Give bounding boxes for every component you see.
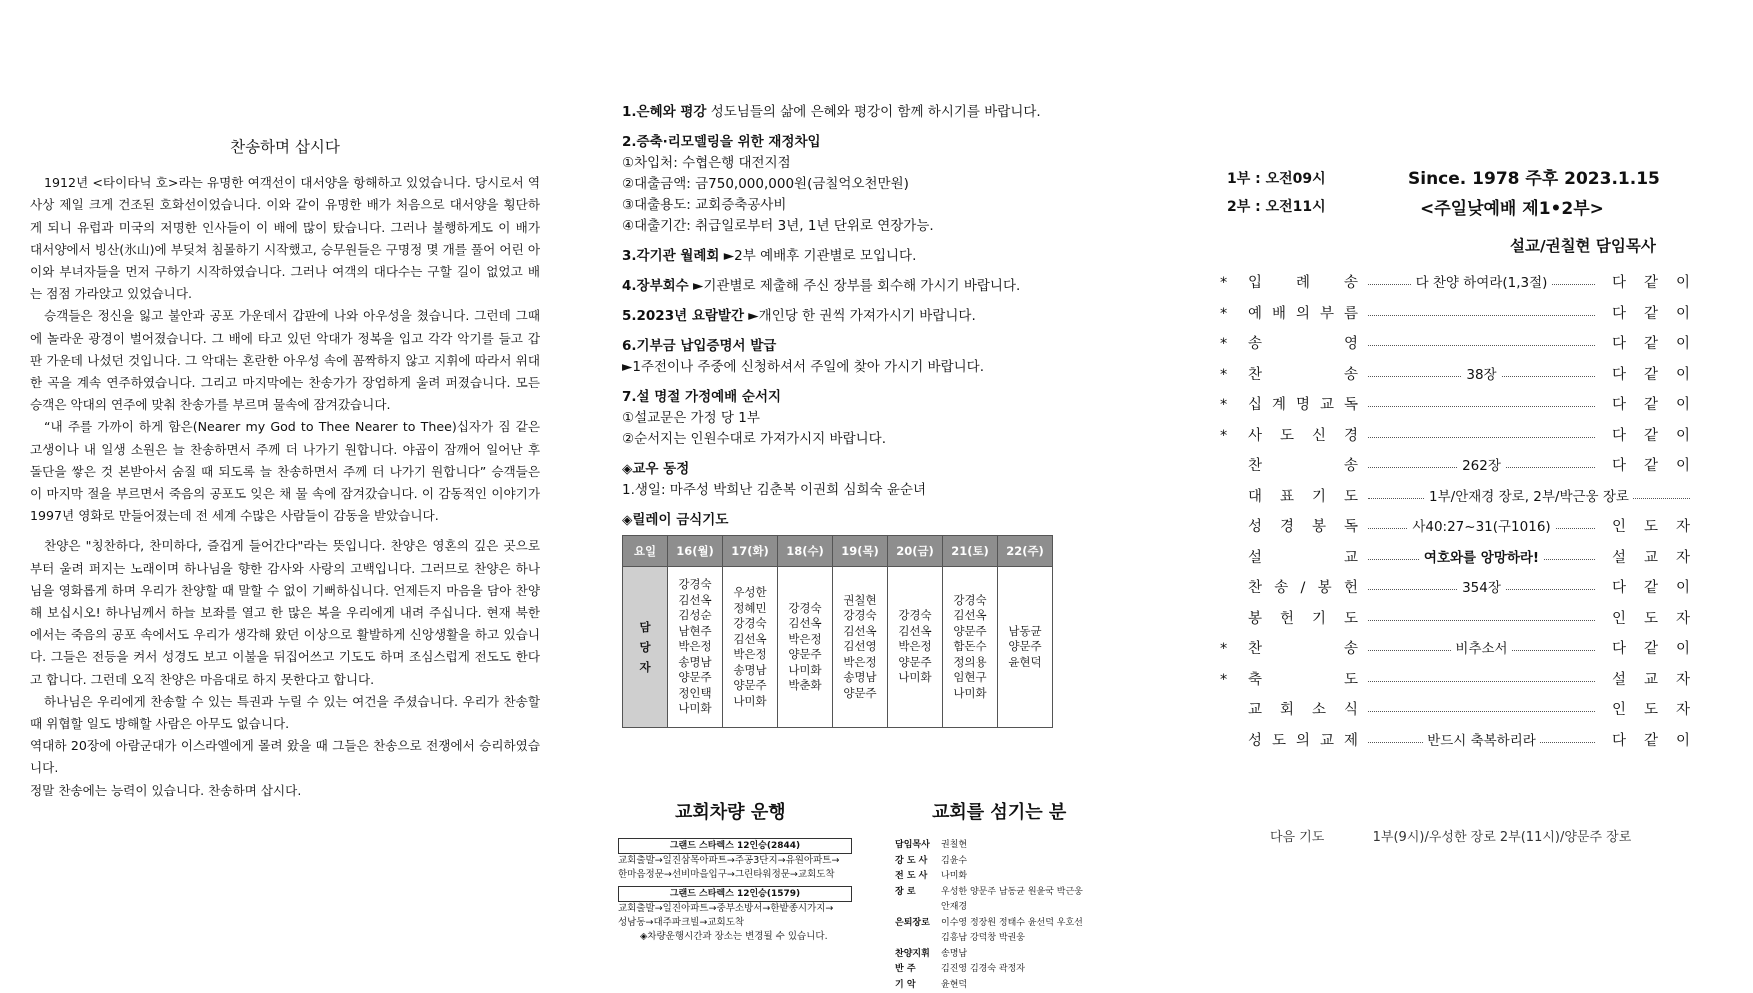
order-row — [1220, 512, 1690, 543]
servant-role: 은퇴장로 — [895, 916, 941, 932]
member-news — [622, 459, 1142, 501]
relay-person: 박춘화 — [778, 678, 832, 694]
order-item-detail — [1368, 573, 1595, 604]
sermon-paragraph: 정말 찬송에는 능력이 있습니다. 찬송하며 삽시다. — [30, 780, 540, 802]
relay-person: 강경숙 — [668, 577, 722, 593]
sermon-paragraph: 1912년 <타이타닉 호>라는 유명한 여객선이 대서양을 항해하고 있었습니다. 당시로서 역사상 제일 크게 건조된 호화선이었습니다. 이와 같이 유명한 배가 처음으로 대서양을 횡단하게 되니 유럽과 미국의 저명한 인사들이 이 배에 많이 탔습니다. 그러나 불행하게도 이 배가 대서양에서 빙산(氷山)에 부딪쳐 침몰하기 시작했고, 승무원들은 구명정 몇 개를 풀어 어린 아이와 부녀자들을 먼저 구하기 시작하였습니다. 그러나 여객의 대다수는 구할 길이 없었고 배는 점점 가라앉고 있었습니다. — [30, 172, 540, 305]
servant-role: 강 도 사 — [895, 854, 941, 870]
relay-label-char: 자 — [623, 657, 667, 677]
servant-names: 김흥남 강덕창 박권웅 — [941, 931, 1025, 947]
order-row — [1220, 451, 1690, 482]
order-item-detail-text: 반드시 축복하리라 — [1423, 733, 1540, 749]
sermon-paragraph: 하나님은 우리에게 찬송할 수 있는 특권과 누릴 수 있는 여건을 주셨습니다. 우리가 찬송할 때 위협할 일도 방해할 사람은 아무도 없습니다. — [30, 691, 540, 735]
order-item-detail — [1368, 482, 1690, 513]
servants-title: 교회를 섬기는 분 — [932, 798, 1066, 824]
order-item-detail — [1368, 512, 1595, 543]
notice-head: 1.은혜와 평강 — [622, 104, 706, 120]
relay-header: 17(화) — [723, 536, 778, 567]
servant-role: 찬양지휘 — [895, 947, 941, 963]
sermon-title: 찬송하며 삽시다 — [30, 136, 540, 158]
servant-role: 기 악 — [895, 978, 941, 993]
notice-line: ►1주전이나 주중에 신청하셔서 주일에 찾아 가시기 바랍니다. — [622, 357, 1142, 378]
notice-head: 5.2023년 요람발간 — [622, 308, 744, 324]
relay-label — [623, 567, 668, 728]
relay-day-cell — [833, 567, 888, 728]
relay-person: 양문주 — [723, 678, 777, 694]
vehicle-section — [618, 838, 868, 944]
notice-line: ④대출기간: 취급일로부터 3년, 1년 단위로 연장가능. — [622, 216, 1142, 237]
order-item-name: 예 배 의 부 름 — [1248, 299, 1358, 330]
bus1-label: 그랜드 스타렉스 12인승(2844) — [618, 838, 852, 854]
order-row — [1220, 329, 1690, 360]
relay-person: 양문주 — [833, 686, 887, 702]
order-row — [1220, 299, 1690, 330]
order-item-detail — [1368, 268, 1595, 299]
order-item-name: 대 표 기 도 — [1248, 482, 1358, 513]
next-prayer-text: 1부(9시)/우성한 장로 2부(11시)/양문주 장로 — [1373, 830, 1632, 845]
order-row — [1220, 360, 1690, 391]
preacher: 설교/권칠현 담임목사 — [1510, 234, 1656, 256]
relay-person: 김선옥 — [668, 593, 722, 609]
bus2-label: 그랜드 스타렉스 12인승(1579) — [618, 886, 852, 902]
relay-person: 임현구 — [943, 670, 997, 686]
order-row — [1220, 726, 1690, 757]
order-item-name: 찬 송 — [1248, 451, 1358, 482]
servant-role: 장 로 — [895, 885, 941, 901]
order-item-name: 성 경 봉 독 — [1248, 512, 1358, 543]
relay-person: 박은정 — [888, 639, 942, 655]
sermon-column — [30, 136, 540, 802]
order-item-leader: 다 같 이 — [1612, 726, 1690, 757]
worship-order — [1220, 268, 1690, 756]
notice-head: ◈교우 동정 — [622, 459, 1142, 480]
standing-mark: * — [1220, 299, 1234, 330]
order-item-name: 봉 헌 기 도 — [1248, 604, 1358, 635]
order-row — [1220, 573, 1690, 604]
notice-head: 4.장부회수 — [622, 278, 689, 294]
bus1-route-line: 한마음정문→선비마을입구→그린타워정문→교회도착 — [618, 868, 868, 882]
order-item-detail-text: 여호와를 앙망하라! — [1420, 550, 1543, 566]
relay-body-row — [623, 567, 1053, 728]
relay-person: 함돈수 — [943, 639, 997, 655]
order-item-leader: 다 같 이 — [1612, 299, 1690, 330]
order-row — [1220, 421, 1690, 452]
order-item-leader: 다 같 이 — [1612, 360, 1690, 391]
servant-names: 윤현덕 — [941, 978, 967, 993]
order-row — [1220, 604, 1690, 635]
relay-day-cell — [888, 567, 943, 728]
relay-person: 남현주 — [668, 624, 722, 640]
relay-person: 정혜민 — [723, 601, 777, 617]
notice-line: ③대출용도: 교회증축공사비 — [622, 195, 1142, 216]
relay-person: 정의용 — [943, 655, 997, 671]
order-item-detail-text: 354장 — [1458, 580, 1505, 596]
servant-names: 이수영 정장원 정태수 윤선덕 우호선 — [941, 916, 1083, 932]
relay-day-cell — [998, 567, 1053, 728]
relay-person: 김선옥 — [778, 616, 832, 632]
servant-row — [895, 900, 1115, 916]
notice-text: ►개인당 한 권씩 가져가시기 바랍니다. — [744, 308, 976, 324]
order-item-name: 성 도 의 교 제 — [1248, 726, 1358, 757]
relay-header-row — [623, 536, 1053, 567]
standing-mark: * — [1220, 634, 1234, 665]
order-item-leader: 다 같 이 — [1612, 573, 1690, 604]
order-item-detail — [1368, 543, 1595, 574]
relay-person: 정인택 — [668, 686, 722, 702]
order-item-name: 송 영 — [1248, 329, 1358, 360]
relay-day-cell — [668, 567, 723, 728]
order-item-name: 설 교 — [1248, 543, 1358, 574]
order-item-detail-text: 262장 — [1458, 458, 1505, 474]
notice-line: ①설교문은 가정 당 1부 — [622, 408, 1142, 429]
servant-role: 전 도 사 — [895, 869, 941, 885]
relay-person: 나미화 — [943, 686, 997, 702]
notice-4 — [622, 276, 1142, 297]
order-item-detail-text: 38장 — [1462, 367, 1500, 383]
order-item-leader: 설 교 자 — [1612, 665, 1690, 696]
order-item-detail-text: 1부/안재경 장로, 2부/박근웅 장로 — [1425, 489, 1633, 505]
servant-row — [895, 962, 1115, 978]
servant-role — [895, 900, 941, 916]
notice-head: 6.기부금 납입증명서 발급 — [622, 336, 1142, 357]
standing-mark: * — [1220, 360, 1234, 391]
relay-label-char: 담 — [623, 617, 667, 637]
order-item-detail-text: 비추소서 — [1451, 641, 1511, 657]
sermon-paragraph: 승객들은 정신을 잃고 불안과 공포 가운데서 갑판에 나와 아우성을 쳤습니다. 그런데 그때에 놀라운 광경이 벌어졌습니다. 그 배에 타고 있던 악대가 정복을 입고 각각 악기를 들고 갑판 가운데 나섰던 것입니다. 그 악대는 혼란한 아우성 속에 꼼짝하지 않고 지휘에 따라서 위대한 곡을 계속 연주하였습니다. 그리고 마지막에는 찬송가가 장엄하게 울려 퍼졌습니다. 모든 승객은 악대의 연주에 맞춰 찬송가를 부르며 물속에 잠겨갔습니다. — [30, 305, 540, 416]
notice-head: ◈릴레이 금식기도 — [622, 510, 1142, 531]
order-item-detail-text: 사40:27~31(구1016) — [1408, 519, 1554, 535]
order-item-name: 찬 송 / 봉 헌 — [1248, 573, 1358, 604]
standing-mark: * — [1220, 268, 1234, 299]
order-item-leader: 인 도 자 — [1612, 695, 1690, 726]
relay-header: 22(주) — [998, 536, 1053, 567]
notice-line: ①차입처: 수협은행 대전지점 — [622, 153, 1142, 174]
relay-person: 송명남 — [833, 670, 887, 686]
relay-person: 양문주 — [778, 647, 832, 663]
servant-row — [895, 838, 1115, 854]
relay-person: 박은정 — [668, 639, 722, 655]
notice-3 — [622, 246, 1142, 267]
relay-header: 요일 — [623, 536, 668, 567]
notice-line: 1.생일: 마주성 박희난 김춘복 이권희 심희숙 윤순녀 — [622, 480, 1142, 501]
vehicle-note: ◈차량운행시간과 장소는 변경될 수 있습니다. — [618, 930, 868, 944]
standing-mark: * — [1220, 390, 1234, 421]
servants-list — [895, 838, 1115, 993]
relay-person: 강경숙 — [723, 616, 777, 632]
order-row — [1220, 268, 1690, 299]
relay-person: 양문주 — [943, 624, 997, 640]
servant-row — [895, 916, 1115, 932]
relay-person: 강경숙 — [943, 593, 997, 609]
servant-names: 송명남 — [941, 947, 967, 963]
notice-5 — [622, 306, 1142, 327]
order-item-leader: 설 교 자 — [1612, 543, 1690, 574]
leader-dots — [1368, 406, 1595, 407]
relay-person: 권칠현 — [833, 593, 887, 609]
order-item-leader: 인 도 자 — [1612, 604, 1690, 635]
relay-person: 김선옥 — [888, 624, 942, 640]
relay-table — [622, 535, 1053, 728]
relay-label-char: 당 — [623, 637, 667, 657]
relay-person: 양문주 — [888, 655, 942, 671]
standing-mark: * — [1220, 329, 1234, 360]
servant-row — [895, 854, 1115, 870]
order-row — [1220, 665, 1690, 696]
order-item-name: 사 도 신 경 — [1248, 421, 1358, 452]
servant-row — [895, 869, 1115, 885]
relay-person: 김선옥 — [943, 608, 997, 624]
relay-header: 16(월) — [668, 536, 723, 567]
relay-header: 21(토) — [943, 536, 998, 567]
relay-person: 박은정 — [723, 647, 777, 663]
sermon-paragraph: 역대하 20장에 아람군대가 이스라엘에게 몰려 왔을 때 그들은 찬송으로 전쟁에서 승리하였습니다. — [30, 735, 540, 779]
order-item-leader: 다 같 이 — [1612, 634, 1690, 665]
servant-row — [895, 947, 1115, 963]
relay-header: 20(금) — [888, 536, 943, 567]
since-date: Since. 1978 주후 2023.1.15 — [1408, 164, 1660, 189]
leader-dots — [1368, 345, 1595, 346]
relay-person: 양문주 — [998, 639, 1052, 655]
service-time-2: 2부 : 오전11시 — [1227, 196, 1326, 216]
servant-names: 나미화 — [941, 869, 967, 885]
servant-names: 우성한 양문주 남동균 원윤국 박근웅 — [941, 885, 1083, 901]
order-item-name: 찬 송 — [1248, 360, 1358, 391]
order-row — [1220, 543, 1690, 574]
notice-text: ►2부 예배후 기관별로 모입니다. — [719, 248, 916, 264]
relay-person: 강경숙 — [778, 601, 832, 617]
relay-person: 나미화 — [778, 663, 832, 679]
relay-day-cell — [943, 567, 998, 728]
notice-2 — [622, 132, 1142, 237]
relay-day-cell — [778, 567, 833, 728]
leader-dots — [1368, 620, 1595, 621]
order-item-leader: 인 도 자 — [1612, 512, 1690, 543]
order-row — [1220, 482, 1690, 513]
relay-person: 김선영 — [833, 639, 887, 655]
announcements-column — [622, 102, 1142, 728]
servant-row — [895, 885, 1115, 901]
notice-7 — [622, 387, 1142, 450]
relay-prayer — [622, 510, 1142, 728]
notice-head: 7.설 명절 가정예배 순서지 — [622, 387, 1142, 408]
order-item-leader: 다 같 이 — [1612, 421, 1690, 452]
sermon-paragraph: “내 주를 가까이 하게 함은(Nearer my God to Thee Nearer to Thee)십자가 짐 같은 고생이나 내 일생 소원은 늘 찬송하면서 주께 더 나가기 원합니다. 야곱이 잠깨어 일어난 후 돌단을 쌓은 것 본받아서 숨질 때 되도록 늘 찬송하면서 주께 더 나가기 원합니다” 승객들은 이 마지막 절을 부르면서 죽음의 공포도 잊은 채 물 속에 잠겨갔습니다. 이 감동적인 이야기가 1997년 영화로 만들어졌는데 전 세계 수많은 사람들이 감동을 받았습니다. — [30, 416, 540, 527]
order-item-leader: 다 같 이 — [1612, 329, 1690, 360]
servant-names: 김진영 김경숙 곽정자 — [941, 962, 1025, 978]
notice-line: ②대출금액: 금750,000,000원(금칠억오천만원) — [622, 174, 1142, 195]
relay-person: 박은정 — [833, 655, 887, 671]
order-item-detail — [1368, 726, 1595, 757]
order-item-leader: 다 같 이 — [1612, 390, 1690, 421]
relay-person: 김선옥 — [723, 632, 777, 648]
servant-names: 김윤수 — [941, 854, 967, 870]
relay-person: 윤현덕 — [998, 655, 1052, 671]
relay-person: 김선옥 — [833, 624, 887, 640]
order-item-name: 찬 송 — [1248, 634, 1358, 665]
servant-names: 안재경 — [941, 900, 967, 916]
leader-dots — [1368, 315, 1595, 316]
vehicle-title: 교회차량 운행 — [675, 798, 786, 824]
notice-head: 3.각기관 월례회 — [622, 248, 719, 264]
sermon-paragraph: 찬양은 "칭찬하다, 찬미하다, 즐겁게 들어간다"라는 뜻입니다. 찬양은 영혼의 깊은 곳으로부터 울려 퍼지는 노래이며 하나님을 향한 감사와 사랑의 고백입니다. 그러므로 찬양은 하나님을 영화롭게 하며 우리가 찬양할 때 말할 수 없이 기뻐하십니다. 언제든지 마음을 담아 찬양해 보십시오! 하나님께서 하늘 보좌를 열고 한 많은 복을 우리에게 내려 주십니다. 현재 북한에서는 죽음의 공포 속에서도 우리가 생각해 왔던 이상으로 활발하게 신앙생활을 하고 있습니다. 그들은 전등을 켜서 성경도 보고 이불을 뒤집어쓰고 기도도 하며 조심스럽게 전도도 한다고 합니다. 그런데 오직 찬양은 마음대로 하지 못한다고 합니다. — [30, 535, 540, 690]
servant-names: 권칠현 — [941, 838, 967, 854]
relay-header: 18(수) — [778, 536, 833, 567]
order-item-name: 축 도 — [1248, 665, 1358, 696]
relay-person: 송명남 — [668, 655, 722, 671]
relay-person: 양문주 — [668, 670, 722, 686]
relay-person: 박은정 — [778, 632, 832, 648]
order-item-detail — [1368, 634, 1595, 665]
relay-header: 19(목) — [833, 536, 888, 567]
order-item-detail-text: 다 찬양 하여라(1,3절) — [1412, 275, 1552, 291]
notice-1 — [622, 102, 1142, 123]
order-item-leader: 다 같 이 — [1612, 451, 1690, 482]
standing-mark: * — [1220, 421, 1234, 452]
notice-line: ②순서지는 인원수대로 가져가시지 바랍니다. — [622, 429, 1142, 450]
order-item-name: 입 례 송 — [1248, 268, 1358, 299]
standing-mark: * — [1220, 665, 1234, 696]
bus2-route-line: 성남동→대주파크빌→교회도착 — [618, 916, 868, 930]
order-item-detail — [1368, 451, 1595, 482]
notice-text: 성도님들의 삶에 은혜와 평강이 함께 하시기를 바랍니다. — [706, 104, 1040, 120]
notice-head: 2.증축·리모델링을 위한 재정차입 — [622, 132, 1142, 153]
service-time-1: 1부 : 오전09시 — [1227, 168, 1326, 188]
order-row — [1220, 390, 1690, 421]
servant-role: 반 주 — [895, 962, 941, 978]
servant-row — [895, 978, 1115, 993]
bus1-route-line: 교회출발→일진삼목아파트→주공3단지→유원아파트→ — [618, 854, 868, 868]
relay-person: 강경숙 — [888, 608, 942, 624]
servant-row — [895, 931, 1115, 947]
relay-person: 우성한 — [723, 585, 777, 601]
leader-dots — [1368, 437, 1595, 438]
relay-person: 김성순 — [668, 608, 722, 624]
relay-day-cell — [723, 567, 778, 728]
servant-role: 담임목사 — [895, 838, 941, 854]
servant-role — [895, 931, 941, 947]
relay-person: 나미화 — [888, 670, 942, 686]
order-item-leader: 다 같 이 — [1612, 268, 1690, 299]
order-row — [1220, 634, 1690, 665]
relay-person: 나미화 — [723, 694, 777, 710]
relay-person: 강경숙 — [833, 608, 887, 624]
notice-6 — [622, 336, 1142, 378]
service-title: <주일낮예배 제1•2부> — [1420, 194, 1604, 219]
relay-person: 나미화 — [668, 701, 722, 717]
bus2-route-line: 교회출발→일진아파트→중부소방서→한밭종시가지→ — [618, 902, 868, 916]
notice-text: ►기관별로 제출해 주신 장부를 회수해 가시기 바랍니다. — [689, 278, 1021, 294]
relay-person: 송명남 — [723, 663, 777, 679]
order-item-name: 십 계 명 교 독 — [1248, 390, 1358, 421]
next-prayer — [1270, 826, 1631, 845]
leader-dots — [1368, 711, 1595, 712]
relay-person: 남동균 — [998, 624, 1052, 640]
order-item-name: 교 회 소 식 — [1248, 695, 1358, 726]
order-item-detail — [1368, 360, 1595, 391]
order-row — [1220, 695, 1690, 726]
leader-dots — [1368, 681, 1595, 682]
next-prayer-label: 다음 기도 — [1270, 830, 1324, 845]
